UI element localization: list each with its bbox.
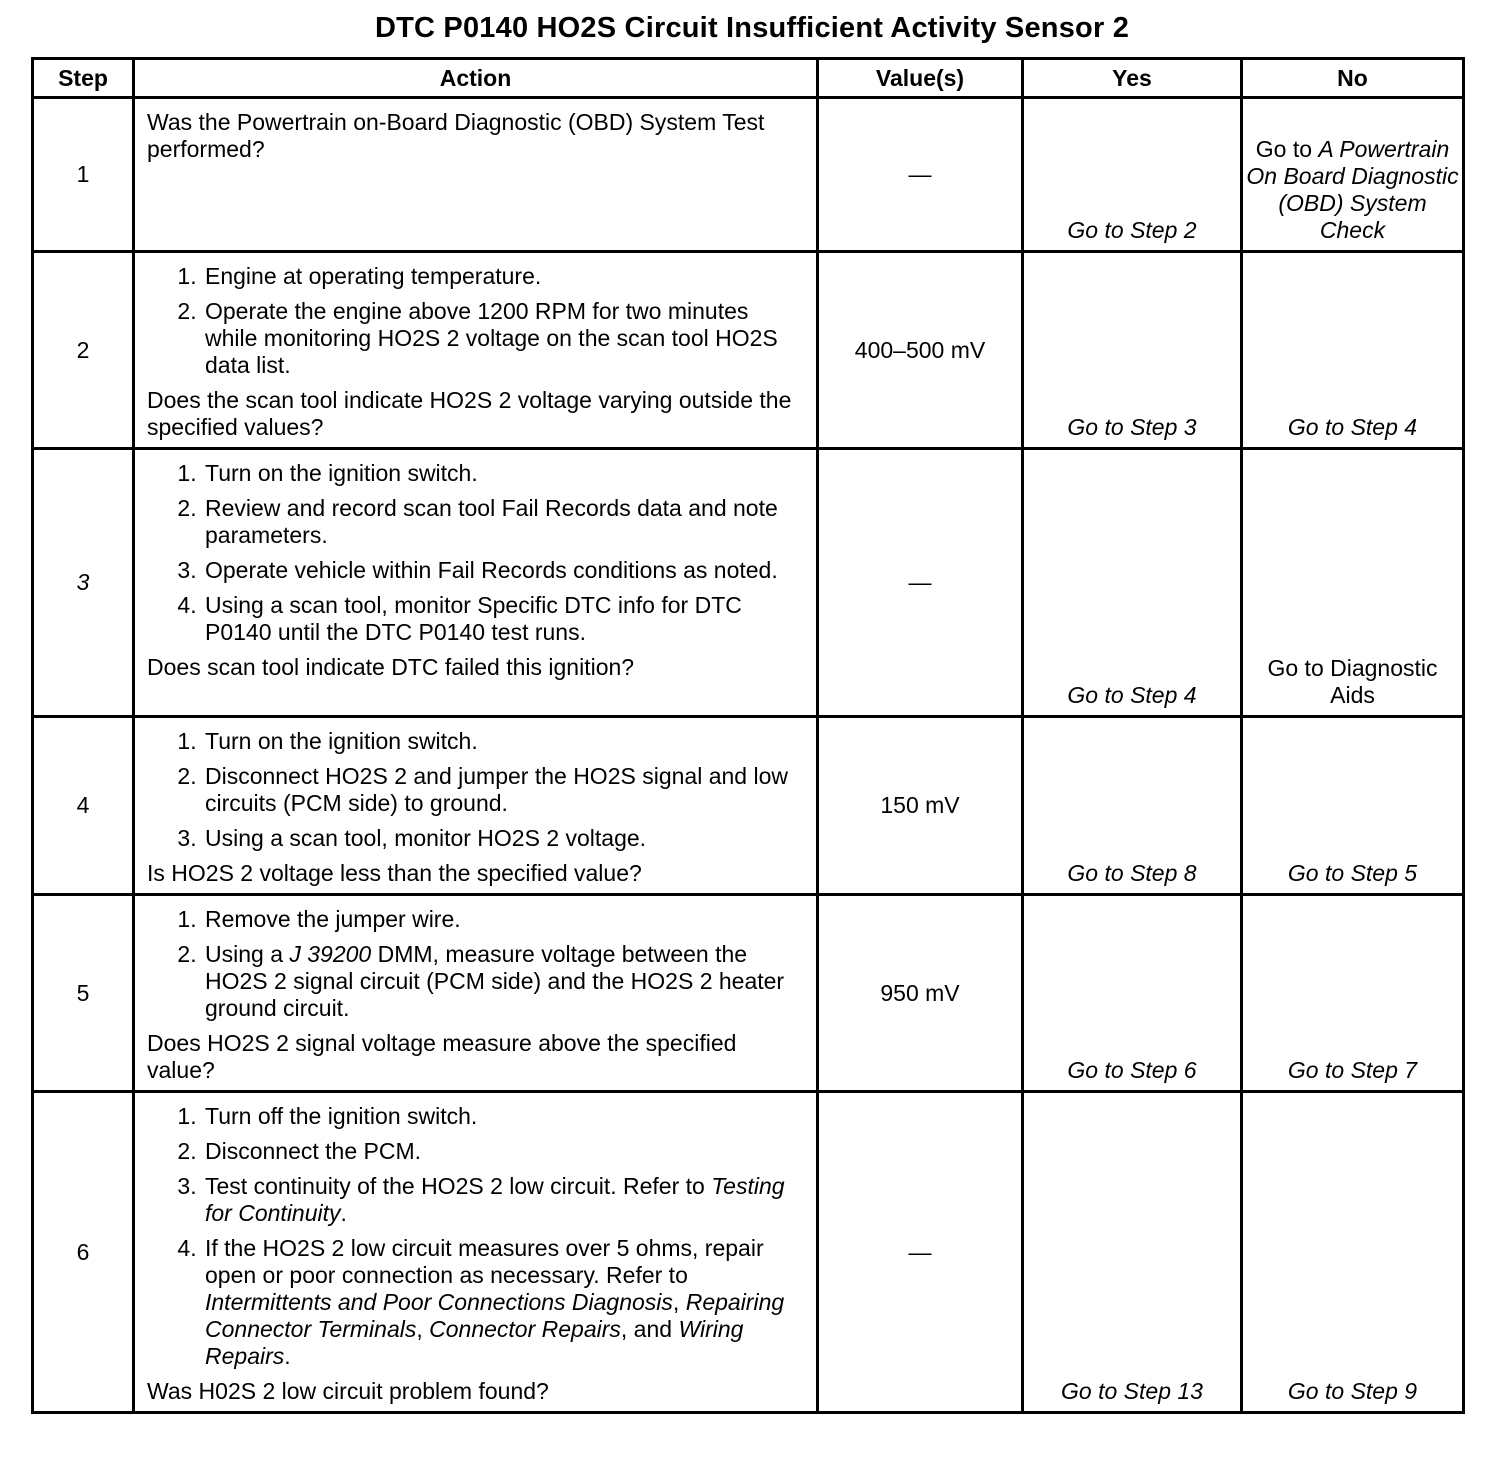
table-row — [33, 449, 1464, 717]
action-item — [203, 1173, 804, 1227]
value-cell: — — [818, 98, 1023, 252]
diagnostic-table — [31, 57, 1465, 1414]
action-text: DMM, measure voltage between the HO2S 2 signal circuit (PCM side) and the HO2S 2 heater ground circuit. — [205, 941, 785, 1021]
no-cell: Go to Step 5 — [1242, 717, 1464, 895]
action-question: Does HO2S 2 signal voltage measure above the specified value? — [147, 1030, 737, 1083]
action-list — [147, 906, 804, 1022]
action-cell — [134, 252, 818, 449]
action-item: 2. Operate the engine above 1200 RPM for two minutes while monitoring HO2S 2 voltage on the scan tool HO2S data list. — [203, 298, 804, 379]
action-question: Was H02S 2 low circuit problem found? — [147, 1378, 549, 1404]
action-text: . — [340, 1200, 347, 1226]
action-list — [147, 728, 804, 852]
action-item: 1. Engine at operating temperature. — [203, 263, 804, 290]
no-cell — [1242, 98, 1464, 252]
action-text: , — [672, 1289, 686, 1315]
action-text: Test continuity of the HO2S 2 low circuit. Refer to — [205, 1173, 712, 1199]
step-number: 4 — [33, 717, 134, 895]
action-item: 3. Using a scan tool, monitor HO2S 2 voltage. — [203, 825, 804, 852]
header-row — [33, 59, 1464, 98]
yes-cell: Go to Step 4 — [1023, 449, 1242, 717]
doc-reference: Testing for Continuity — [205, 1173, 785, 1226]
header-no: No — [1242, 59, 1464, 98]
table-row — [33, 252, 1464, 449]
table-row — [33, 895, 1464, 1092]
action-cell — [134, 98, 818, 252]
value-cell: — — [818, 1092, 1023, 1413]
no-prefix: Go to — [1255, 136, 1319, 162]
page-title: DTC P0140 HO2S Circuit Insufficient Activity Sensor 2 — [374, 12, 1130, 44]
action-list — [147, 460, 804, 646]
yes-cell: Go to Step 6 — [1023, 895, 1242, 1092]
no-cell: Go to Step 7 — [1242, 895, 1464, 1092]
value-cell: — — [818, 449, 1023, 717]
action-item — [203, 941, 804, 1022]
action-cell — [134, 895, 818, 1092]
value-cell: 400–500 mV — [818, 252, 1023, 449]
action-cell — [134, 449, 818, 717]
no-reference: A Powertrain On Board Diagnostic (OBD) System Check — [1246, 136, 1459, 243]
action-text: Using a — [205, 941, 290, 967]
no-cell: Go to Step 4 — [1242, 252, 1464, 449]
header-yes: Yes — [1023, 59, 1242, 98]
no-cell: Go to Step 9 — [1242, 1092, 1464, 1413]
action-question: Is HO2S 2 voltage less than the specified value? — [147, 860, 642, 886]
yes-cell: Go to Step 2 — [1023, 98, 1242, 252]
action-item: 1. Turn on the ignition switch. — [203, 460, 804, 487]
action-item: 1. Turn off the ignition switch. — [203, 1103, 804, 1130]
yes-cell: Go to Step 3 — [1023, 252, 1242, 449]
action-item: 4. Using a scan tool, monitor Specific DTC info for DTC P0140 until the DTC P0140 test runs. — [203, 592, 804, 646]
value-cell: 150 mV — [818, 717, 1023, 895]
action-item: 2. Disconnect HO2S 2 and jumper the HO2S signal and low circuits (PCM side) to ground. — [203, 763, 804, 817]
header-step: Step — [33, 59, 134, 98]
step-number: 5 — [33, 895, 134, 1092]
action-item: 2. Disconnect the PCM. — [203, 1138, 804, 1165]
step-number: 2 — [33, 252, 134, 449]
action-list — [147, 1103, 804, 1370]
value-cell: 950 mV — [818, 895, 1023, 1092]
doc-reference: Connector Repairs — [429, 1316, 621, 1342]
action-list — [147, 263, 804, 379]
table-row — [33, 98, 1464, 252]
tool-reference: J 39200 — [289, 941, 372, 967]
doc-reference: Intermittents and Poor Connections Diagnosis — [205, 1289, 673, 1315]
action-item: 3. Operate vehicle within Fail Records conditions as noted. — [203, 557, 804, 584]
yes-cell: Go to Step 13 — [1023, 1092, 1242, 1413]
header-values: Value(s) — [818, 59, 1023, 98]
action-item: 2. Review and record scan tool Fail Records data and note parameters. — [203, 495, 804, 549]
action-item: 1. Turn on the ignition switch. — [203, 728, 804, 755]
action-text: , and — [620, 1316, 679, 1342]
action-item — [203, 1235, 804, 1370]
doc-reference: Wiring Repairs — [205, 1316, 744, 1369]
action-item: 1. Remove the jumper wire. — [203, 906, 804, 933]
action-question: Does scan tool indicate DTC failed this ignition? — [147, 654, 635, 680]
action-text: , — [416, 1316, 430, 1342]
step-number: 6 — [33, 1092, 134, 1413]
step-number: 1 — [33, 98, 134, 252]
step-number: 3 — [33, 449, 134, 717]
action-question: Was the Powertrain on-Board Diagnostic (OBD) System Test performed? — [147, 109, 765, 162]
action-question: Does the scan tool indicate HO2S 2 voltage varying outside the specified values? — [147, 387, 792, 440]
header-action: Action — [134, 59, 818, 98]
action-text: If the HO2S 2 low circuit measures over 5 ohms, repair open or poor connection as necessary. Refer to — [205, 1235, 764, 1288]
no-cell: Go to Diagnostic Aids — [1242, 449, 1464, 717]
action-cell — [134, 1092, 818, 1413]
action-text: . — [284, 1343, 291, 1369]
yes-cell: Go to Step 8 — [1023, 717, 1242, 895]
table-row — [33, 717, 1464, 895]
table-row — [33, 1092, 1464, 1413]
action-cell — [134, 717, 818, 895]
doc-reference: Repairing Connector Terminals — [205, 1289, 785, 1342]
